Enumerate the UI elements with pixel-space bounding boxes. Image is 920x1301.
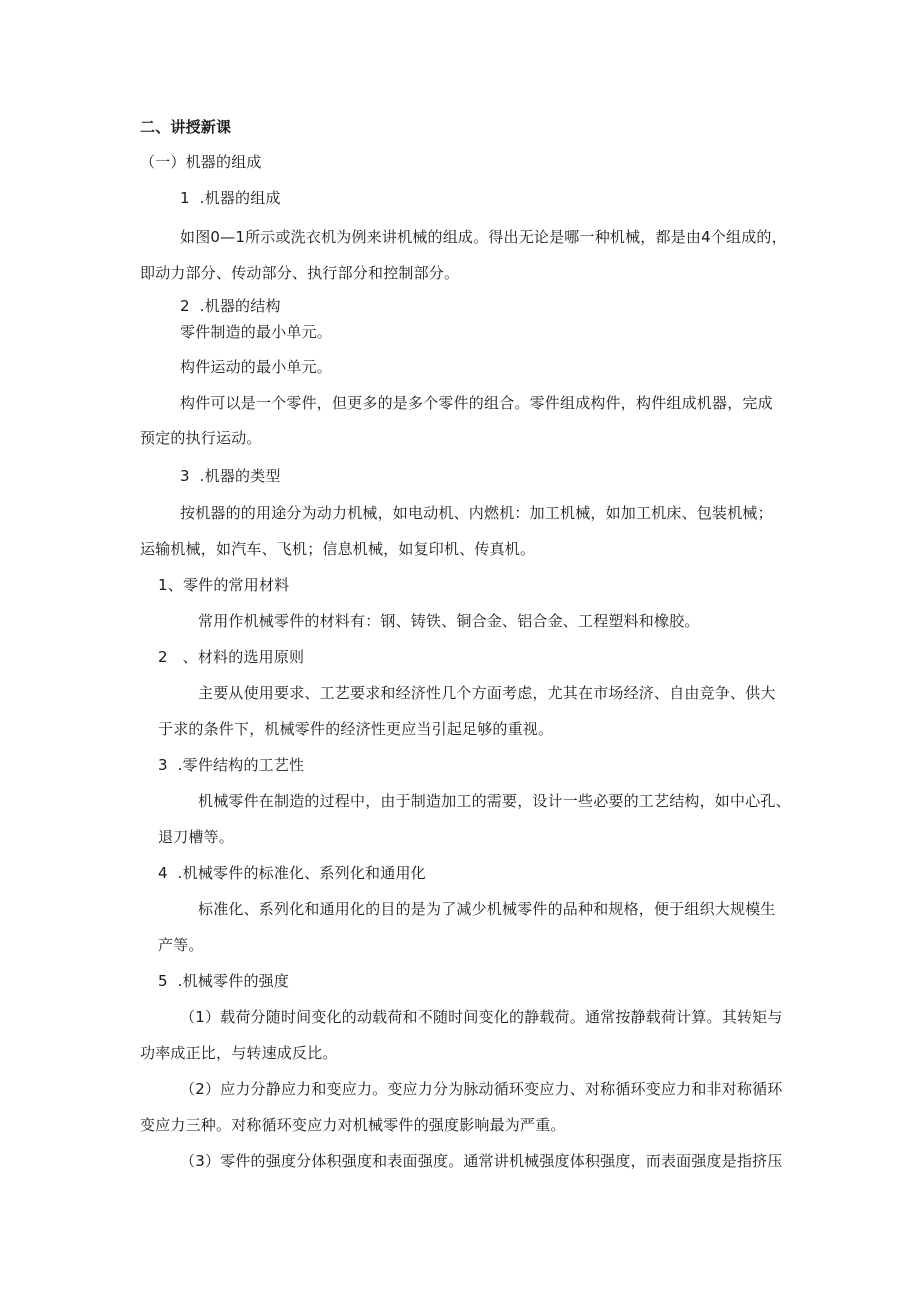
part-heading: 4 .机械零件的标准化、系列化和通用化 — [158, 864, 426, 882]
paragraph-line: 变应力三种。对称循环变应力对机械零件的强度影响最为严重。 — [140, 1116, 566, 1134]
paragraph-line: 即动力部分、传动部分、执行部分和控制部分。 — [140, 264, 460, 282]
section-title: 二、讲授新课 — [140, 118, 232, 136]
paragraph-line: 按机器的的用途分为动力机械，如电动机、内燃机：加工机械，如加工机床、包装机械； — [180, 504, 773, 522]
item-heading: 1 .机器的组成 — [180, 189, 281, 207]
paragraph-line: 标准化、系列化和通用化的目的是为了减少机械零件的品种和规格，便于组织大规模生 — [198, 900, 776, 918]
paragraph-line: 于求的条件下，机械零件的经济性更应当引起足够的重视。 — [158, 720, 554, 738]
paragraph-line: 预定的执行运动。 — [140, 429, 262, 447]
paragraph-line: 零件制造的最小单元。 — [180, 323, 333, 341]
paragraph-line: 主要从使用要求、工艺要求和经济性几个方面考虑，尤其在市场经济、自由竞争、供大 — [198, 684, 776, 702]
paragraph-line: 产等。 — [158, 936, 204, 954]
part-heading: 1、零件的常用材料 — [158, 576, 290, 594]
paragraph-line: （2）应力分静应力和变应力。变应力分为脉动循环变应力、对称循环变应力和非对称循环 — [180, 1080, 783, 1098]
item-heading: 3 .机器的类型 — [180, 467, 281, 485]
paragraph-line: 机械零件在制造的过程中，由于制造加工的需要，设计一些必要的工艺结构，如中心孔、 — [198, 792, 791, 810]
paragraph-line: 构件运动的最小单元。 — [180, 358, 333, 376]
paragraph-line: 构件可以是一个零件，但更多的是多个零件的组合。零件组成构件，构件组成机器，完成 — [180, 394, 773, 412]
subsection-heading: （一）机器的组成 — [140, 153, 262, 171]
part-heading: 2 、材料的选用原则 — [158, 648, 305, 666]
paragraph-line: 功率成正比，与转速成反比。 — [140, 1044, 338, 1062]
item-heading: 2 .机器的结构 — [180, 297, 281, 315]
paragraph-line: 运输机械，如汽车、飞机；信息机械，如复印机、传真机。 — [140, 540, 536, 558]
part-heading: 3 .零件结构的工艺性 — [158, 756, 305, 774]
paragraph-line: （3）零件的强度分体积强度和表面强度。通常讲机械强度体积强度，而表面强度是指挤压 — [180, 1152, 783, 1170]
paragraph-line: 退刀槽等。 — [158, 828, 235, 846]
paragraph-line: 如图0—1所示或洗衣机为例来讲机械的组成。得出无论是哪一种机械，都是由4个组成的， — [180, 228, 787, 246]
paragraph-line: 常用作机械零件的材料有：钢、铸铁、铜合金、铝合金、工程塑料和橡胶。 — [198, 612, 700, 630]
paragraph-line: （1）载荷分随时间变化的动载荷和不随时间变化的静载荷。通常按静载荷计算。其转矩与 — [180, 1008, 783, 1026]
part-heading: 5 .机械零件的强度 — [158, 972, 290, 990]
